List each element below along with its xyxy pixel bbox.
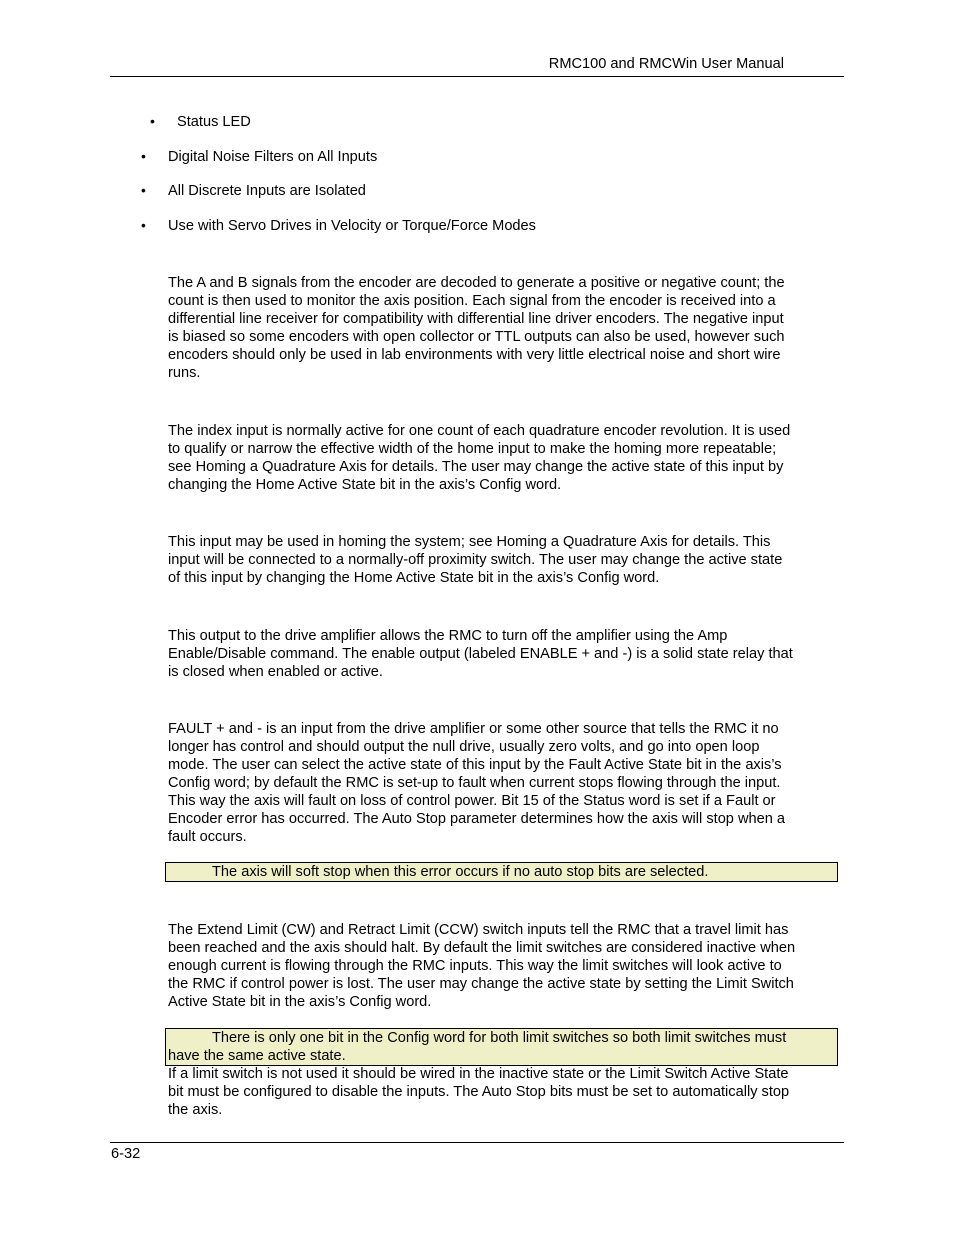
bullet-icon: • (141, 217, 146, 233)
home-paragraph: This input may be used in homing the system; see Homing a Quadrature Axis for details. This input will be connected to a normally-off proximity switch. The user may change the active state of this input by changing the Home Active State bit in the axis’s Config word. (168, 534, 783, 586)
running-header-title: RMC100 and RMCWin User Manual (548, 56, 784, 72)
limits-paragraph: The Extend Limit (CW) and Retract Limit (CCW) switch inputs tell the RMC that a travel limit has been reached and the axis should halt. By default the limit switches are considered inactive when enough current is flowing through the RMC inputs. This way the limit switches will look active to the RMC if control power is lost. The user may change the active state by setting the Limit Switch Active State bit in the axis’s Config word. (168, 922, 796, 1010)
fault-note-box: The axis will soft stop when this error occurs if no auto stop bits are selected. (165, 862, 838, 882)
page-number: 6-32 (111, 1146, 141, 1162)
header-rule (110, 76, 844, 77)
footer-rule (110, 1142, 844, 1143)
fault-paragraph: FAULT + and - is an input from the drive amplifier or some other source that tells the RMC it no longer has control and should output the null drive, usually zero volts, and go into open loop mode. The user can select the active state of this input by the Fault Active State bit in the axis’s Config word; by default the RMC is set-up to fault when current stops flowing through the input. This way the axis will fault on loss of control power. Bit 15 of the Status word is set if a Fault or Encoder error has occurred. The Auto Stop parameter determines how the axis will stop when a fault occurs. (168, 721, 786, 845)
enable-paragraph: This output to the drive amplifier allows the RMC to turn off the amplifier using the Amp Enable/Disable command. The enable output (labeled ENABLE + and -) is a solid state relay that is closed when enabled or active. (168, 628, 793, 680)
bullet-icon: • (141, 182, 146, 198)
bullet-icon: • (141, 148, 146, 164)
index-paragraph: The index input is normally active for one count of each quadrature encoder revolution. It is used to qualify or narrow the effective width of the home input to make the homing more repeatable; see Homing a Quadrature Axis for details. The user may change the active state of this input by changing the Home Active State bit in the axis’s Config word. (168, 423, 791, 493)
limits-note-box: There is only one bit in the Config word for both limit switches so both limit switches must have the same active state. (165, 1028, 838, 1066)
bullet-icon: • (150, 113, 155, 129)
limits-followup-paragraph: If a limit switch is not used it should be wired in the inactive state or the Limit Switch Active State bit must be configured to disable the inputs. The Auto Stop bits must be set to automatically stop the axis. (168, 1066, 790, 1118)
encoder-paragraph: The A and B signals from the encoder are decoded to generate a positive or negative count; the count is then used to monitor the axis position. Each signal from the encoder is received into a differential line receiver for compatibility with differential line driver encoders. The negative input is biased so some encoders with open collector or TTL outputs can also be used, however such encoders should only be used in lab environments with very little electrical noise and short wire runs. (168, 275, 785, 381)
